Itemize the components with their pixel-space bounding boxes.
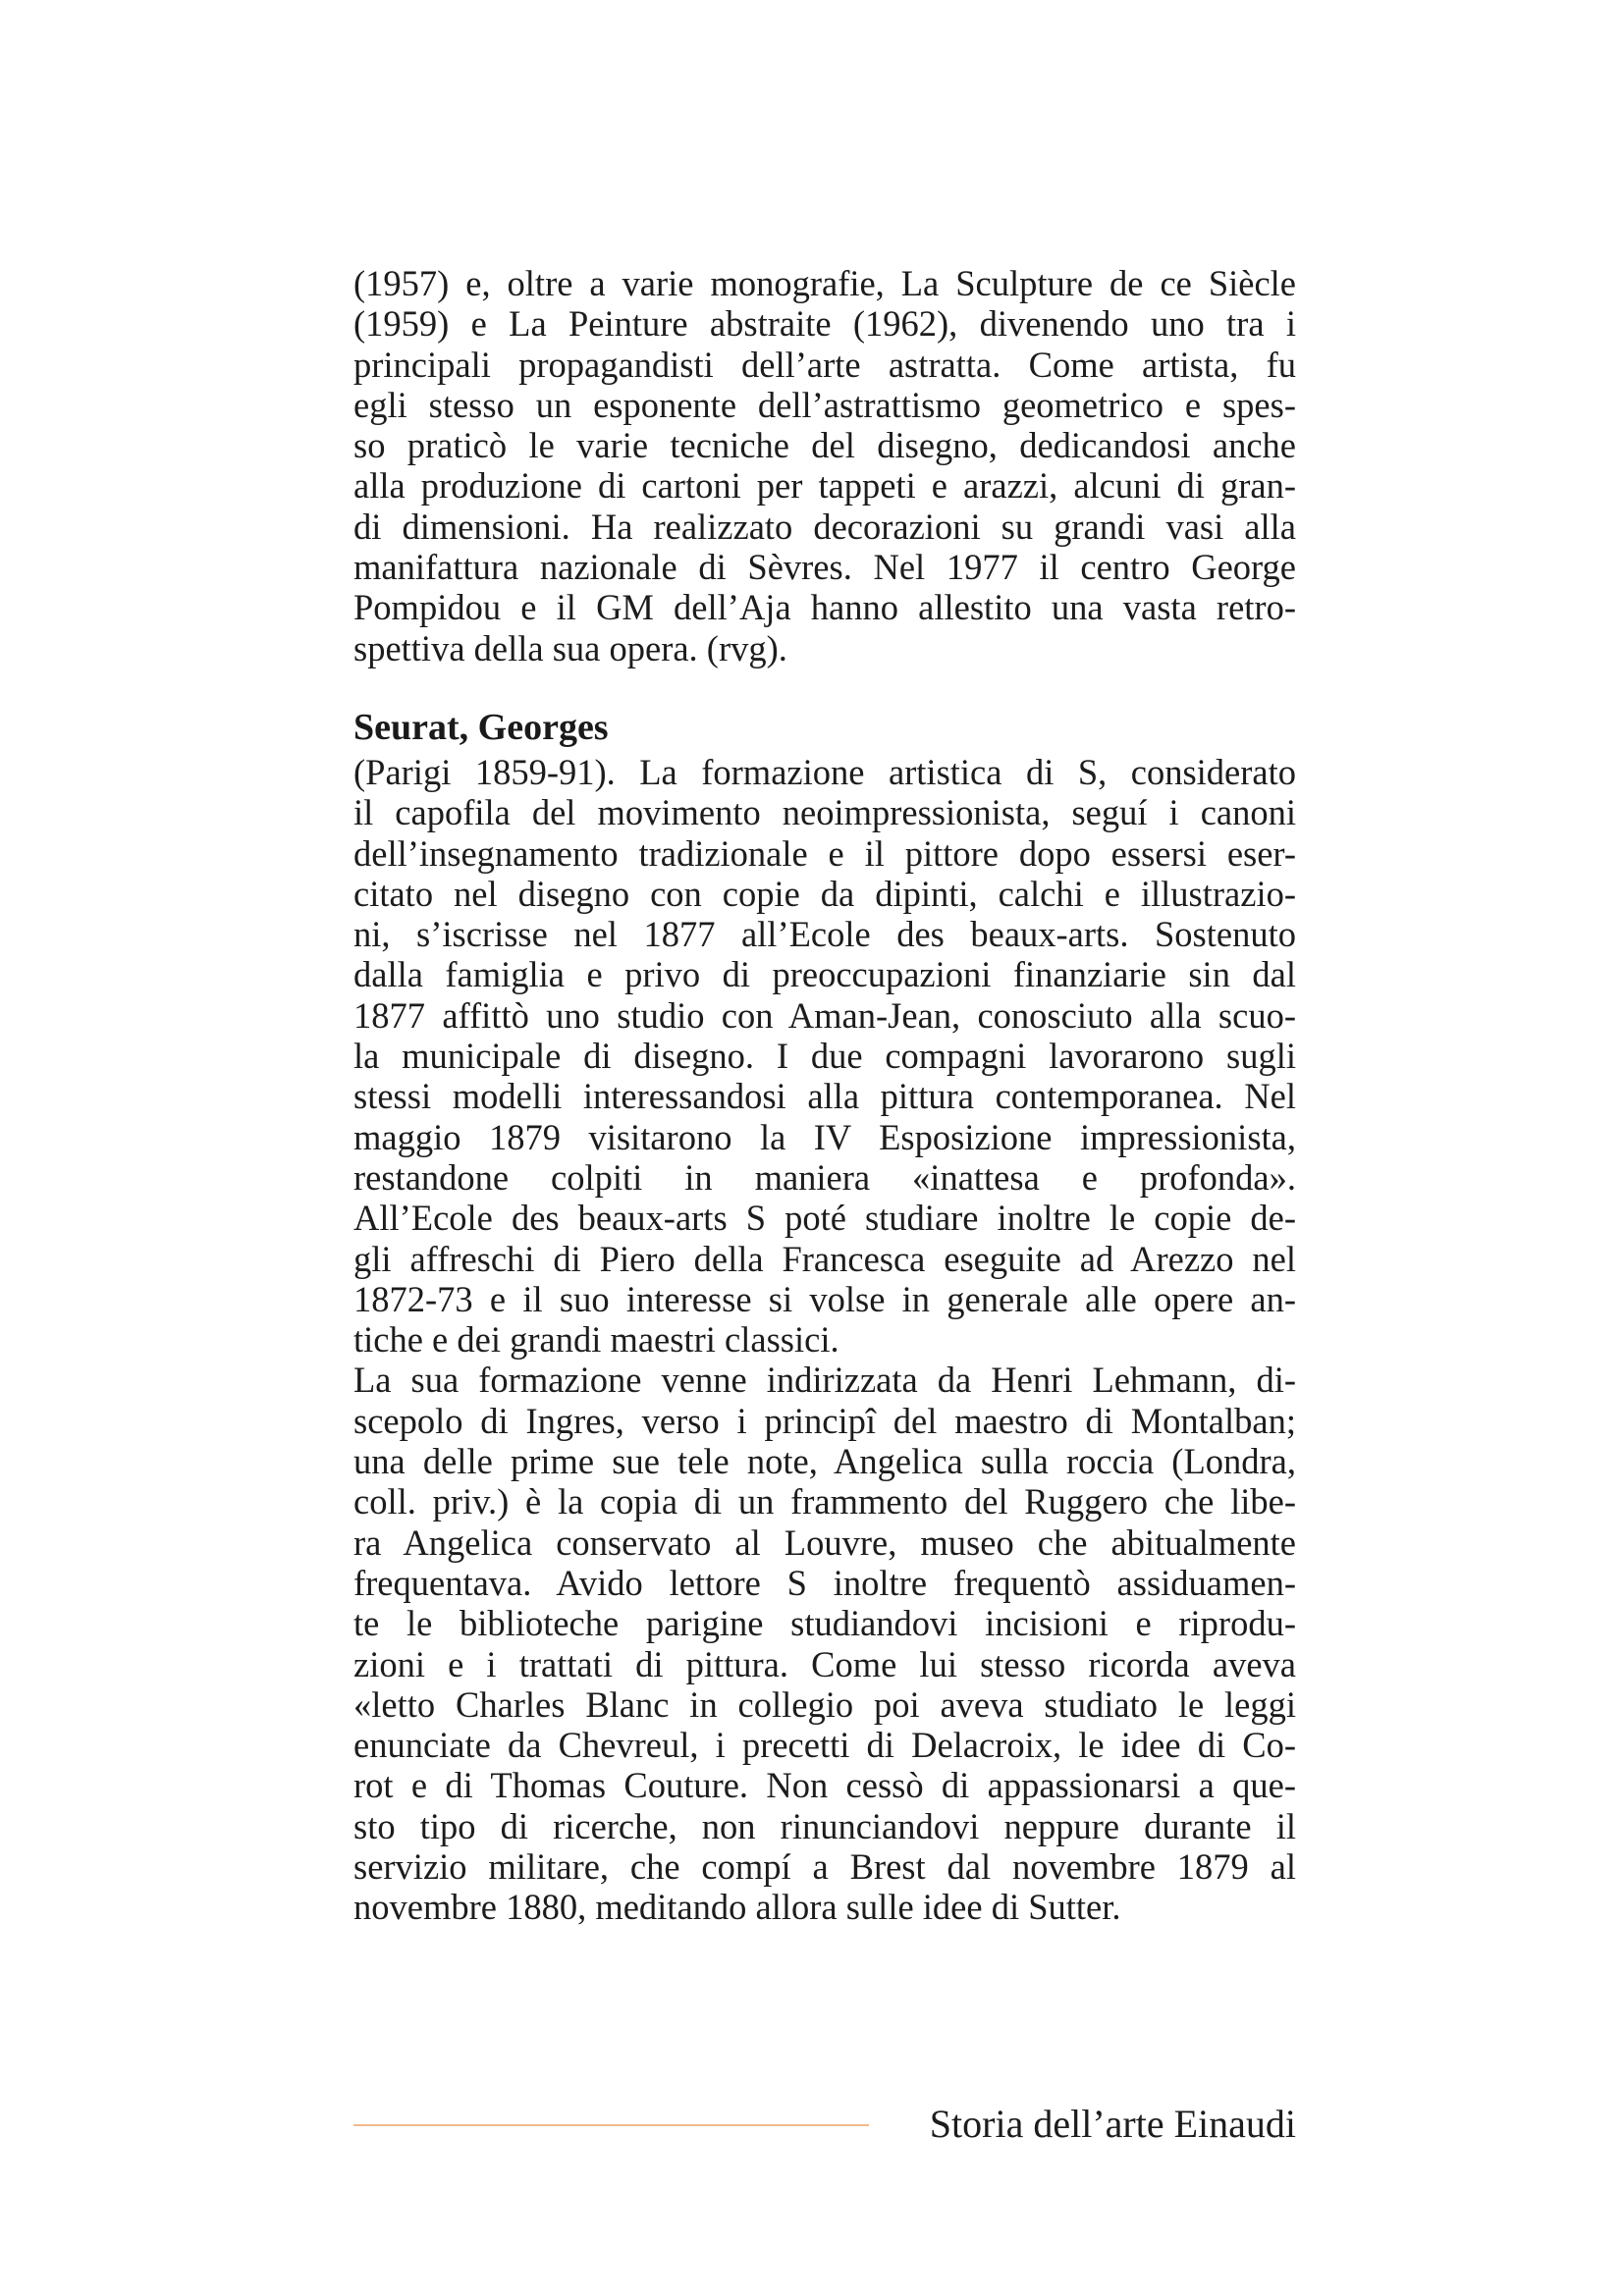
text-line: principali propagandisti dell’arte astratta. Come artista, fu [353,344,1296,385]
text-line: servizio militare, che compí a Brest dal novembre 1879 al [353,1845,1296,1887]
text-line: (1957) e, oltre a varie monografie, La Sculpture de ce Siècle [353,263,1296,303]
text-line: manifattura nazionale di Sèvres. Nel 1977 il centro George [353,547,1296,588]
entry-heading: Seurat, Georges [353,706,609,748]
text-line: scepolo di Ingres, verso i principî del maestro di Montalban; [353,1400,1296,1441]
text-line: frequentava. Avido lettore S inoltre frequentò assiduamen- [353,1562,1296,1603]
page-footer [353,2103,1296,2152]
text-line: dell’insegnamento tradizionale e il pittore dopo essersi eser- [353,832,1296,874]
page-body [353,263,1296,1928]
text-line: egli stesso un esponente dell’astrattismo geometrico e spes- [353,384,1296,425]
text-line: di dimensioni. Ha realizzato decorazioni su grandi vasi alla [353,506,1296,547]
text-line: 1877 affittò uno studio con Aman-Jean, conosciuto alla scuo- [353,994,1296,1036]
entry-body [353,752,1296,1928]
text-line: La sua formazione venne indirizzata da Henri Lehmann, di- [353,1360,1296,1401]
text-line: dalla famiglia e privo di preoccupazioni finanziarie sin dal [353,954,1296,995]
text-line: il capofila del movimento neoimpressionista, seguí i canoni [353,792,1296,833]
text-line: «letto Charles Blanc in collegio poi aveva studiato le leggi [353,1683,1296,1725]
text-line: rot e di Thomas Couture. Non cessò di appassionarsi a que- [353,1765,1296,1806]
text-line: coll. priv.) è la copia di un frammento del Ruggero che libe- [353,1481,1296,1522]
text-line: sto tipo di ricerche, non rinunciandovi neppure durante il [353,1805,1296,1846]
text-line: tiche e dei grandi maestri classici. [353,1319,839,1361]
text-line: zioni e i trattati di pittura. Come lui stesso ricorda aveva [353,1643,1296,1684]
text-line: restandone colpiti in maniera «inattesa e profonda». [353,1156,1296,1198]
text-line: te le biblioteche parigine studiandovi incisioni e riprodu- [353,1603,1296,1644]
text-line: maggio 1879 visitarono la IV Esposizione impressionista, [353,1116,1296,1157]
text-line: novembre 1880, meditando allora sulle idee di Sutter. [353,1887,1121,1928]
text-line: Pompidou e il GM dell’Aja hanno allestito una vasta retro- [353,587,1296,628]
text-line: una delle prime sue tele note, Angelica sulla roccia (Londra, [353,1441,1296,1482]
section-continuation [353,263,1296,668]
text-line: (Parigi 1859-91). La formazione artistica di S, considerato [353,751,1296,792]
text-line: All’Ecole des beaux-arts S poté studiare inoltre le copie de- [353,1198,1296,1239]
text-line: gli affreschi di Piero della Francesca eseguite ad Arezzo nel [353,1238,1296,1279]
text-line: citato nel disegno con copie da dipinti, calchi e illustrazio- [353,873,1296,914]
publication-title: Storia dell’arte Einaudi [929,2102,1296,2146]
text-line: stessi modelli interessandosi alla pittura contemporanea. Nel [353,1076,1296,1117]
text-line: ra Angelica conservato al Louvre, museo che abitualmente [353,1522,1296,1563]
text-line: ni, s’iscrisse nel 1877 all’Ecole des beaux-arts. Sostenuto [353,914,1296,955]
text-line: so praticò le varie tecniche del disegno, dedicandosi anche [353,425,1296,466]
text-line: 1872-73 e il suo interesse si volse in generale alle opere an- [353,1278,1296,1319]
text-line: spettiva della sua opera. (rvg). [353,627,787,668]
text-line: la municipale di disegno. I due compagni lavorarono sugli [353,1036,1296,1077]
footer-rule [353,2124,869,2126]
text-line: (1959) e La Peinture abstraite (1962), divenendo uno tra i [353,303,1296,345]
text-line: alla produzione di cartoni per tappeti e arazzi, alcuni di gran- [353,465,1296,507]
text-line: enunciate da Chevreul, i precetti di Delacroix, le idee di Co- [353,1725,1296,1766]
